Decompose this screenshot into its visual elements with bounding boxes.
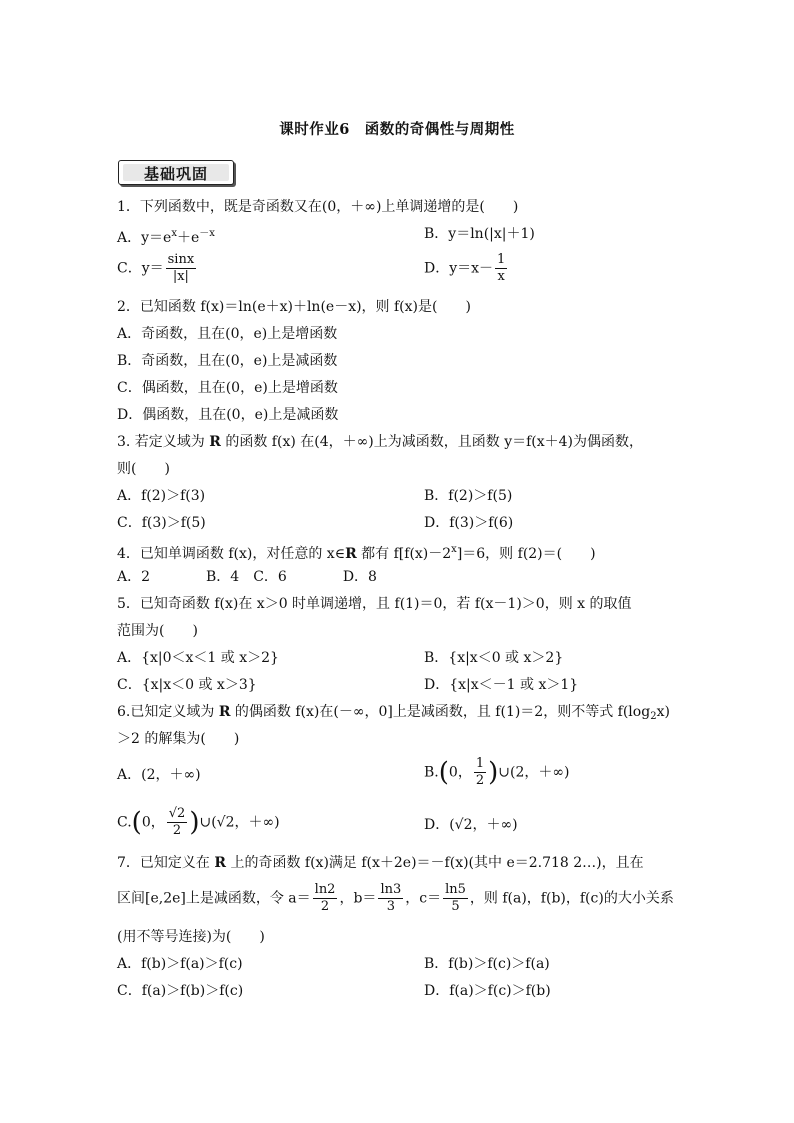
q3-option-a: A．f(2)＞f(3) — [117, 488, 206, 504]
q3-option-d: D．f(3)＞f(6) — [424, 515, 514, 531]
fraction: $\frac{\sin x}{|x|}$ — [167, 252, 195, 284]
q7-stem-line3: (用不等号连接)为( ) — [117, 929, 265, 945]
q1-option-d: D．y＝x－ $\frac{1}{x}$ — [424, 252, 506, 284]
q6-option-c: C.(0， $\frac{√2}{2}$ )∪(√2，＋∞) — [117, 806, 280, 838]
q5-option-c: C．{x|x＜0 或 x＞3} — [117, 677, 257, 693]
q6-option-d: D．(√2，＋∞) — [424, 817, 518, 833]
q5-stem: 5．已知奇函数 f(x)在 x＞0 时单调递增，且 f(1)＝0，若 f(x－1)＞0，则 x 的取值 — [117, 596, 632, 612]
section-tag-label: 基础巩固 — [143, 165, 208, 183]
q5-option-b: B．{x|x＜0 或 x＞2} — [424, 650, 564, 666]
section-tag-frame — [118, 160, 234, 185]
q7-option-c: C．f(a)＞f(b)＞f(c) — [117, 983, 244, 999]
q1-stem: 1．下列函数中，既是奇函数又在(0，＋∞)上单调递增的是( ) — [117, 199, 519, 215]
q2-option-c: C．偶函数，且在(0，e)上是增函数 — [117, 380, 338, 396]
fraction-b: $\frac{\ln 3}{3}$ — [380, 882, 402, 914]
q7-option-a: A．f(b)＞f(a)＞f(c) — [117, 956, 243, 972]
right-paren: ) — [488, 757, 499, 788]
fraction-c: $\frac{\ln 5}{5}$ — [445, 882, 466, 914]
q7-option-d: D．f(a)＞f(c)＞f(b) — [424, 983, 551, 999]
fraction-a: $\frac{\ln 2}{2}$ — [314, 882, 336, 914]
page-title: 课时作业6 函数的奇偶性与周期性 — [279, 121, 515, 138]
q5-stem-line2: 范围为( ) — [117, 623, 198, 639]
fraction: $\frac{√2}{2}$ — [168, 806, 186, 838]
q6-option-a: A．(2，＋∞) — [117, 767, 201, 783]
fraction: $\frac{1}{x}$ — [497, 252, 506, 284]
q2-option-d: D．偶函数，且在(0，e)上是减函数 — [117, 407, 339, 423]
fraction: $\frac{1}{2}$ — [475, 756, 485, 788]
q7-option-b: B．f(b)＞f(c)＞f(a) — [424, 956, 550, 972]
q3-option-b: B．f(2)＞f(5) — [424, 488, 513, 504]
q1-option-a: A．$y=e^x+e^{-x}$ — [117, 228, 215, 246]
q4-stem: 4．已知单调函数 f(x)，对任意的 x∈R 都有 $f[f(x)-2^x]=6$，则 f(2)＝( ) — [117, 544, 596, 562]
q3-stem: 3. 若定义域为 R 的函数 f(x) 在(4，＋∞)上为减函数，且函数 y＝f(x＋4)为偶函数， — [117, 434, 644, 450]
q4-options: A．2 B．4 C．6 D．8 — [117, 569, 377, 585]
right-paren: ) — [189, 807, 200, 838]
q6-option-b: B.(0， $\frac{1}{2}$ )∪(2，＋∞) — [424, 756, 570, 788]
q7-stem: 7．已知定义在 R 上的奇函数 f(x)满足 f(x＋2e)＝－f(x)(其中 e＝2.718 2…)，且在 — [117, 855, 644, 871]
q1-option-c: C．y＝ $\frac{\sin x}{|x|}$ — [117, 252, 195, 284]
q5-option-a: A．{x|0＜x＜1 或 x＞2} — [117, 650, 279, 666]
left-paren: ( — [438, 757, 449, 788]
section-tag — [118, 160, 236, 187]
q2-stem: 2．已知函数 f(x)＝ln(e＋x)＋ln(e－x)，则 f(x)是( ) — [117, 299, 471, 315]
q6-stem-line2: ＞2 的解集为( ) — [117, 731, 240, 747]
q2-option-b: B．奇函数，且在(0，e)上是减函数 — [117, 353, 338, 369]
q3-option-c: C．f(3)＞f(5) — [117, 515, 206, 531]
q3-stem-line2: 则( ) — [117, 461, 170, 477]
q2-option-a: A．奇函数，且在(0，e)上是增函数 — [117, 326, 338, 342]
q5-option-d: D．{x|x＜－1 或 x＞1} — [424, 677, 579, 693]
left-paren: ( — [131, 807, 142, 838]
q6-stem: 6.已知定义域为 R 的偶函数 f(x)在(－∞，0]上是减函数，且 f(1)＝2，则不等式 $f(\log_2x)$ — [117, 704, 670, 722]
q7-stem-line2: 区间[e,2e]上是减函数，令 a＝ $\frac{\ln 2}{2}$ ，b＝ $\frac{\ln 3}{3}$ ，c＝ $\frac{\ln 5}{5}$ ，则 f(a)，f(b)，f(c)的大小关系 — [117, 882, 674, 914]
q1-option-b: B．y＝ln(|x|＋1) — [424, 226, 535, 242]
